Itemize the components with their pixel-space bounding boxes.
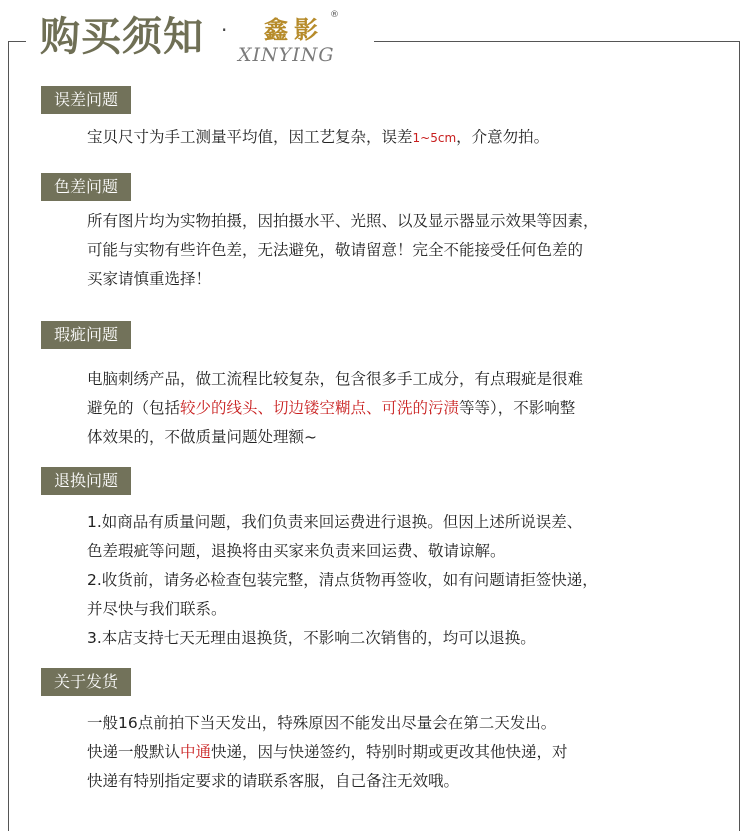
page-title: 购买须知 (40, 14, 204, 60)
logo-english-text: XINYING (238, 44, 335, 66)
text-line: 1.如商品有质量问题，我们负责来回运费进行退换。但因上述所说误差、 (87, 513, 583, 531)
text-line: 3.本店支持七天无理由退换货，不影响二次销售的，均可以退换。 (87, 629, 536, 647)
registered-mark: ® (330, 10, 339, 20)
text-line: 买家请慎重选择！ (87, 270, 212, 288)
highlight-text: 较少的线头、切边镂空糊点、可洗的污渍 (180, 399, 460, 417)
highlight-text: 中通 (180, 743, 212, 761)
text-line: 色差瑕疵等问题，退换将由买家来负责来回运费、敬请谅解。 (87, 542, 506, 560)
text-line: 2.收货前，请务必检查包装完整，清点货物再签收，如有问题请拒签快递， (87, 571, 598, 589)
section-body-error (87, 123, 549, 153)
section-tag-shipping: 关于发货 (41, 668, 131, 696)
text-line: 避免的（包括较少的线头、切边镂空糊点、可洗的污渍等等），不影响整 (87, 399, 576, 417)
text-line: 体效果的，不做质量问题处理额~ (87, 428, 317, 446)
text-line: 并尽快与我们联系。 (87, 600, 227, 618)
section-tag-color-difference: 色差问题 (41, 173, 131, 201)
text-line: 快递有特别指定要求的请联系客服，自己备注无效哦。 (87, 772, 460, 790)
text-line: 可能与实物有些许色差，无法避免，敬请留意！完全不能接受任何色差的 (87, 241, 584, 259)
section-body-shipping (87, 709, 568, 796)
section-body-color-difference (87, 207, 599, 294)
text-line: 快递一般默认中通快递，因与快递签约，特别时期或更改其他快递，对 (87, 743, 568, 761)
section-tag-defects: 瑕疵问题 (41, 321, 131, 349)
text-line: 电脑刺绣产品，做工流程比较复杂，包含很多手工成分，有点瑕疵是很难 (87, 370, 584, 388)
highlight-text: 1~5cm (412, 131, 457, 145)
section-tag-returns: 退换问题 (41, 467, 131, 495)
section-body-defects (87, 365, 583, 452)
section-body-returns (87, 508, 598, 653)
title-separator-dot: · (221, 18, 228, 42)
text-line: 宝贝尺寸为手工测量平均值，因工艺复杂，误差1~5cm，介意勿拍。 (87, 128, 550, 146)
brand-logo (238, 8, 368, 72)
text-line: 一般16点前拍下当天发出，特殊原因不能发出尽量会在第二天发出。 (87, 714, 557, 732)
text-line: 所有图片均为实物拍摄，因拍摄水平、光照、以及显示器显示效果等因素， (87, 212, 599, 230)
section-tag-error: 误差问题 (41, 86, 131, 114)
logo-chinese-text: 鑫影 (264, 15, 324, 44)
